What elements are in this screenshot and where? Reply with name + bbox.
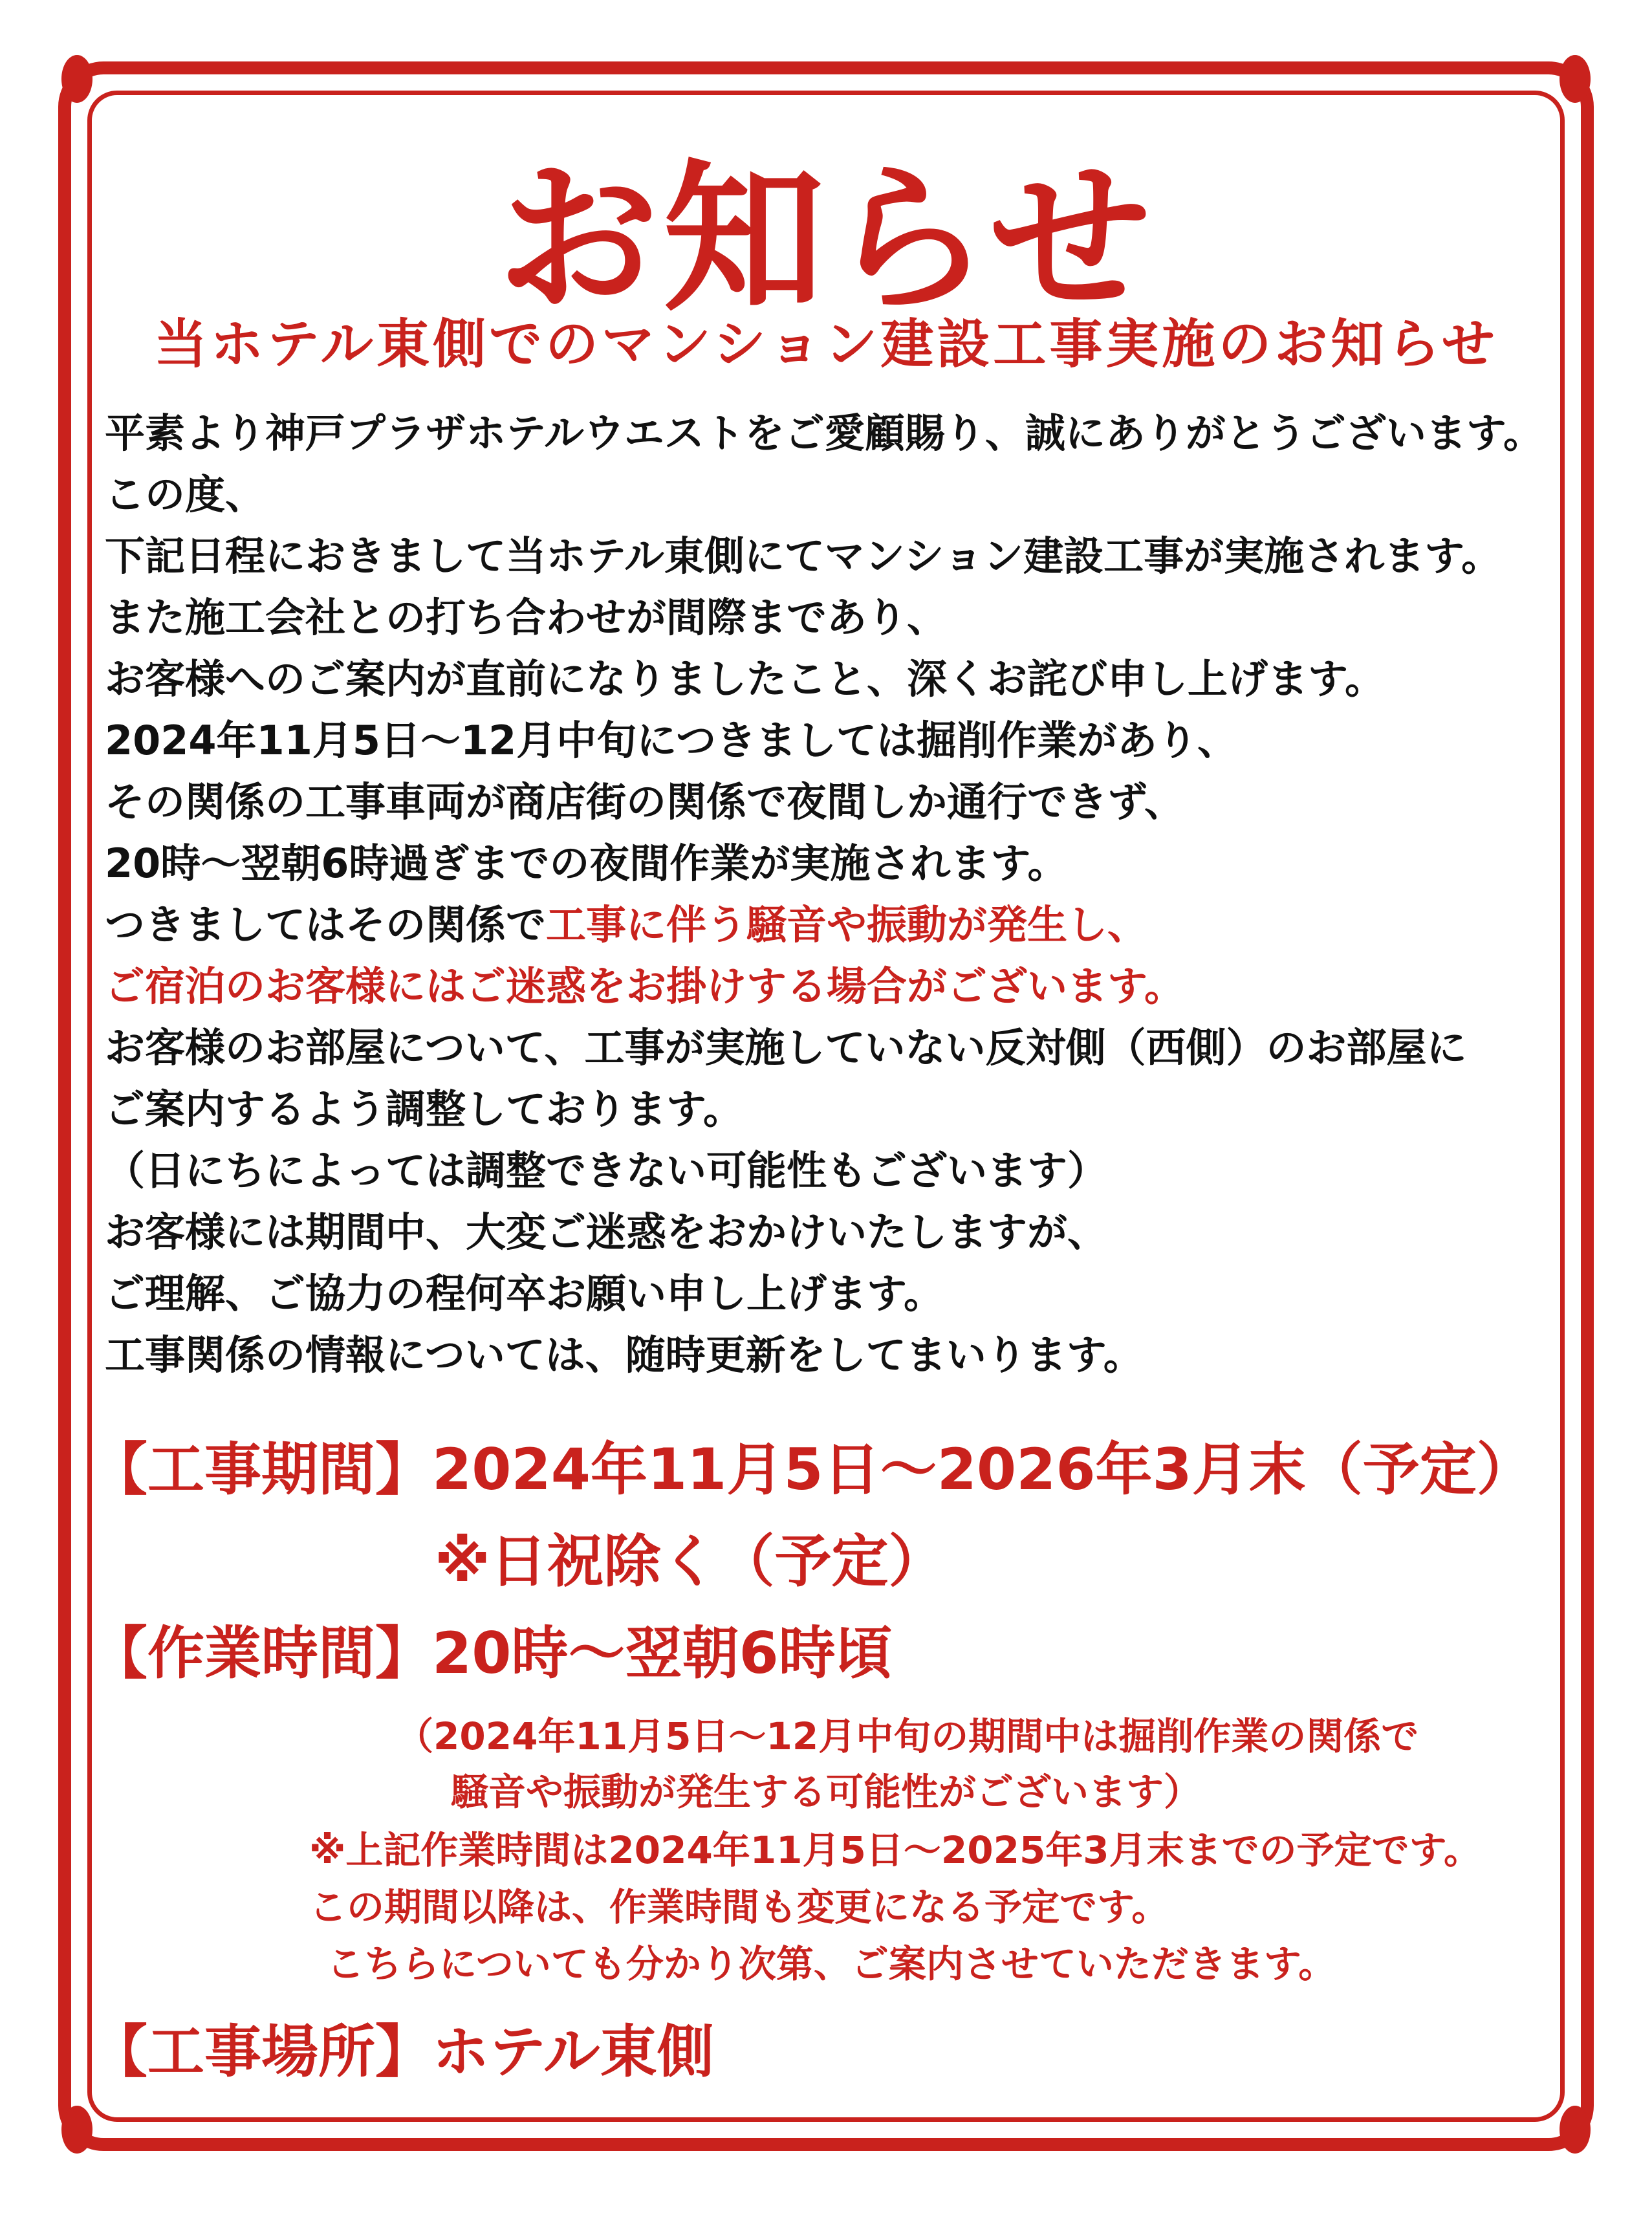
period-value: 2024年11月5日～2026年3月末（予定） [432, 1436, 1534, 1503]
notice-title: お知らせ [497, 145, 1155, 333]
body-line: ご案内するよう調整しております。 [105, 1086, 744, 1133]
body-line: 工事関係の情報については、随時更新をしてまいります。 [105, 1331, 1144, 1379]
body-line: ご理解、ご協力の程何卒お願い申し上げます。 [105, 1270, 944, 1317]
body-line-highlight: ご宿泊のお客様にはご迷惑をお掛けする場合がございます。 [105, 963, 1185, 1010]
notice-body [105, 402, 1592, 1386]
body-line: お客様へのご案内が直前になりましたこと、深くお詫び申し上げます。 [105, 655, 1386, 703]
body-line: 20時～翌朝6時過ぎまでの夜間作業が実施されます。 [105, 840, 1068, 887]
location-label: 【工事場所】 [91, 2018, 433, 2085]
body-line: （日にちによっては調整できない可能性もございます） [105, 1147, 1108, 1194]
hours-note-line: こちらについても分かり次第、ご案内させていただきます。 [327, 1942, 1336, 1986]
hours-value: 20時～翌朝6時頃 [432, 1620, 893, 1686]
body-line: お客様のお部屋について、工事が実施していない反対側（西側）のお部屋に [105, 1024, 1467, 1071]
body-line: 2024年11月5日～12月中旬につきましては掘削作業があり、 [105, 717, 1238, 764]
corner-ornament-bottom-left [61, 2106, 92, 2154]
location-row [91, 2013, 714, 2091]
body-line: この度、 [105, 471, 266, 518]
body-text-highlight: 工事に伴う騒音や振動が発生し、 [546, 901, 1148, 948]
location-value: ホテル東側 [432, 2018, 714, 2085]
hours-note-line: この期間以降は、作業時間も変更になる予定です。 [309, 1885, 1169, 1929]
hours-label: 【作業時間】 [91, 1620, 433, 1686]
corner-ornament-top-left [61, 55, 92, 103]
hours-detail-line: 騒音や振動が発生する可能性がございます） [451, 1770, 1202, 1814]
hours-note-line: ※上記作業時間は2024年11月5日～2025年3月末までの予定です。 [309, 1828, 1482, 1872]
body-line: また施工会社との打ち合わせが間際まであり、 [105, 594, 948, 641]
hours-detail-line: （2024年11月5日～12月中旬の期間中は掘削作業の関係で [396, 1714, 1419, 1758]
body-line: 平素より神戸プラザホテルウエストをご愛顧賜り、誠にありがとうございます。 [105, 409, 1543, 457]
period-label: 【工事期間】 [91, 1436, 433, 1503]
period-note: ※日祝除く（予定） [435, 1528, 946, 1595]
hours-row [91, 1615, 893, 1692]
body-line: その関係の工事車両が商店街の関係で夜間しか通行できず、 [105, 778, 1185, 825]
body-line: お客様には期間中、大変ご迷惑をおかけいたしますが、 [105, 1208, 1108, 1256]
corner-ornament-top-right [1560, 55, 1591, 103]
corner-ornament-bottom-right [1560, 2106, 1591, 2154]
body-line-mixed [105, 894, 1592, 955]
body-line: 下記日程におきまして当ホテル東側にてマンション建設工事が実施されます。 [105, 532, 1502, 580]
notice-subtitle: 当ホテル東側でのマンション建設工事実施のお知らせ [154, 314, 1498, 375]
period-row [91, 1431, 1534, 1509]
body-text-prefix: つきましてはその関係で [105, 901, 547, 948]
